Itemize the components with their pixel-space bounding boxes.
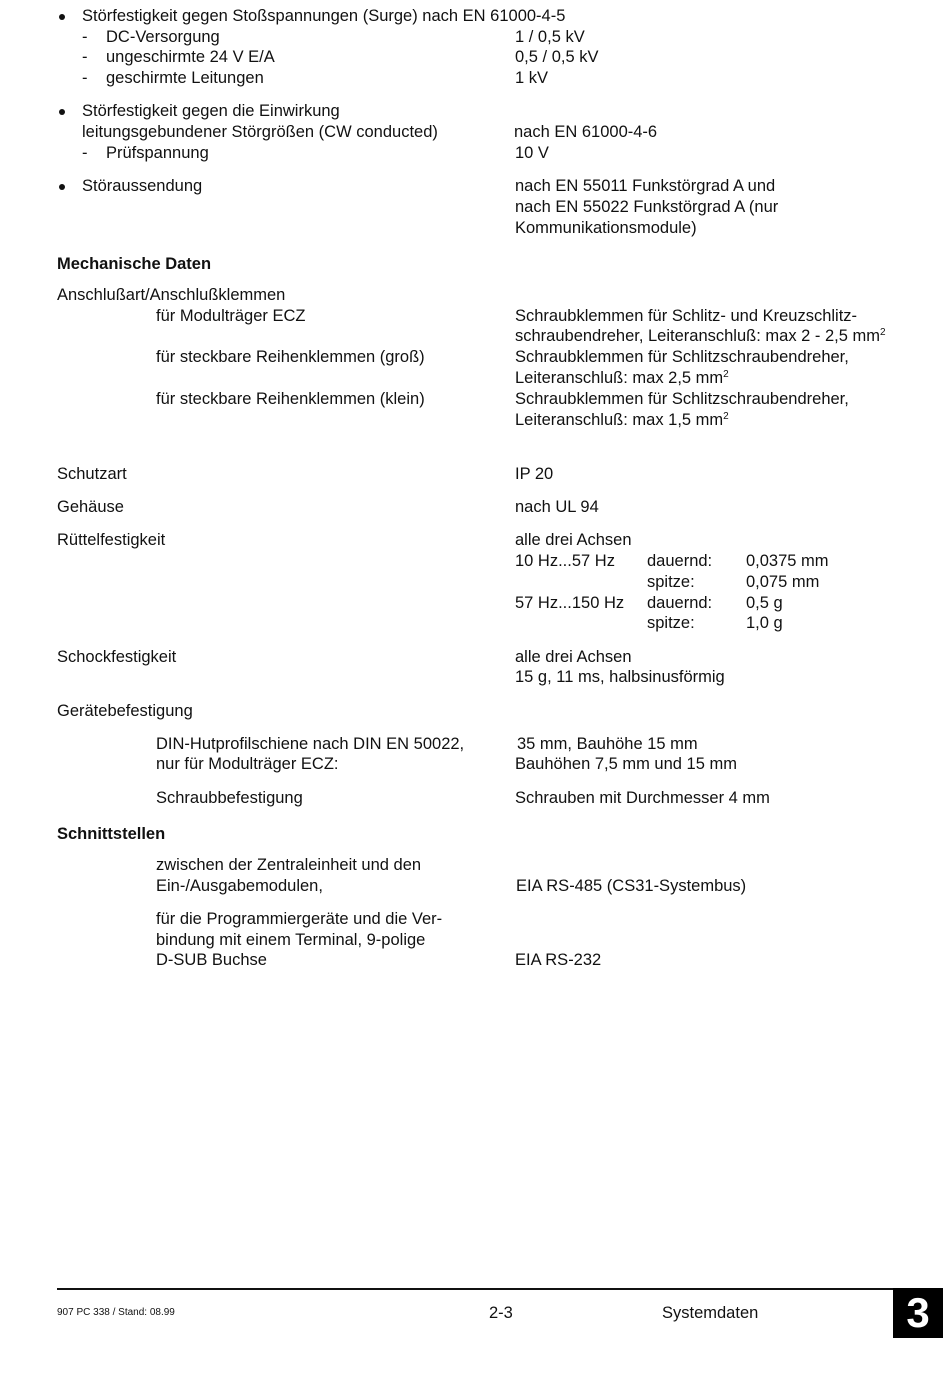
emission-value1: nach EN 55011 Funkstörgrad A und: [515, 177, 776, 195]
shock-axes: alle drei Achsen: [515, 648, 632, 666]
superscript: 2: [723, 411, 729, 422]
large-terminal-label: für steckbare Reihenklemmen (groß): [156, 348, 425, 366]
pg-label2: bindung mit einem Terminal, 9-polige: [156, 931, 426, 949]
footer-doc-id: 907 PC 338 / Stand: 08.99: [57, 1307, 175, 1318]
vibration-continuous-label: dauernd:: [647, 552, 713, 570]
bullet-icon: [59, 184, 65, 190]
din-value1: 35 mm, Bauhöhe 15 mm: [517, 735, 698, 753]
ecz-value1: Schraubklemmen für Schlitz- und Kreuzschlitz-: [515, 307, 858, 325]
shock-value: 15 g, 11 ms, halbsinusförmig: [515, 668, 725, 686]
protection-label: Schutzart: [57, 465, 127, 483]
dash: -: [82, 28, 88, 46]
pg-label3: D-SUB Buchse: [156, 951, 267, 969]
pg-value: EIA RS-232: [515, 951, 602, 969]
cw-test-value: 10 V: [515, 144, 549, 162]
surge-shielded-value: 1 kV: [515, 69, 549, 87]
housing-label: Gehäuse: [57, 498, 124, 516]
din-label1: DIN-Hutprofilschiene nach DIN EN 50022,: [156, 735, 465, 753]
surge-dc-value: 1 / 0,5 kV: [515, 28, 585, 46]
bullet-icon: [59, 14, 65, 20]
emission-value2: nach EN 55022 Funkstörgrad A (nur: [515, 198, 779, 216]
vibration-label: Rüttelfestigkeit: [57, 531, 166, 549]
shock-label: Schockfestigkeit: [57, 648, 177, 666]
vibration-peak-label: spitze:: [647, 614, 695, 632]
screw-label: Schraubbefestigung: [156, 789, 303, 807]
surge-shielded-label: geschirmte Leitungen: [106, 69, 264, 87]
vibration-range1: 10 Hz...57 Hz: [515, 552, 615, 570]
footer-rule: [57, 1288, 893, 1290]
dash: -: [82, 69, 88, 87]
emission-value3: Kommunikationsmodule): [515, 219, 697, 237]
superscript: 2: [723, 369, 729, 380]
vibration-range1-continuous: 0,0375 mm: [746, 552, 829, 570]
dash: -: [82, 144, 88, 162]
vibration-range1-peak: 0,075 mm: [746, 573, 820, 591]
footer-page-number: 2-3: [489, 1304, 513, 1322]
superscript: 2: [880, 327, 886, 338]
section-heading-mechanical: Mechanische Daten: [57, 255, 212, 273]
din-label2: nur für Modulträger ECZ:: [156, 755, 339, 773]
housing-value: nach UL 94: [515, 498, 599, 516]
io-label1: zwischen der Zentraleinheit und den: [156, 856, 422, 874]
pg-label1: für die Programmiergeräte und die Ver-: [156, 910, 443, 928]
large-terminal-value1: Schraubklemmen für Schlitzschraubendreher,: [515, 348, 849, 366]
mounting-label: Gerätebefestigung: [57, 702, 193, 720]
vibration-range2-peak: 1,0 g: [746, 614, 783, 632]
vibration-range2: 57 Hz...150 Hz: [515, 594, 625, 612]
cw-line1: Störfestigkeit gegen die Einwirkung: [82, 102, 340, 120]
small-terminal-value2: Leiteranschluß: max 1,5 $mm^2$: [515, 411, 729, 429]
small-terminal-label: für steckbare Reihenklemmen (klein): [156, 390, 425, 408]
vibration-continuous-label: dauernd:: [647, 594, 713, 612]
chapter-tab: 3: [893, 1288, 943, 1338]
bullet-icon: [59, 109, 65, 115]
io-value: EIA RS-485 (CS31-Systembus): [516, 877, 747, 895]
section-heading-interfaces: Schnittstellen: [57, 825, 166, 843]
surge-unshielded-label: ungeschirmte 24 V E/A: [106, 48, 275, 66]
terminals-label: Anschlußart/Anschlußklemmen: [57, 286, 286, 304]
surge-dc-label: DC-Versorgung: [106, 28, 220, 46]
ecz-value2: schraubendreher, Leiteranschluß: max 2 - 2,5 $mm^2$: [515, 327, 886, 345]
io-label2: Ein-/Ausgabemodulen,: [156, 877, 323, 895]
surge-unshielded-value: 0,5 / 0,5 kV: [515, 48, 599, 66]
footer-section: Systemdaten: [662, 1304, 759, 1322]
vibration-range2-continuous: 0,5 g: [746, 594, 783, 612]
protection-value: IP 20: [515, 465, 554, 483]
emission-label: Störaussendung: [82, 177, 203, 195]
dash: -: [82, 48, 88, 66]
large-terminal-value2: Leiteranschluß: max 2,5 $mm^2$: [515, 369, 729, 387]
screw-value: Schrauben mit Durchmesser 4 mm: [515, 789, 770, 807]
surge-title: Störfestigkeit gegen Stoßspannungen (Surge) nach EN 61000-4-5: [82, 7, 566, 25]
cw-standard: nach EN 61000-4-6: [514, 123, 658, 141]
small-terminal-value1: Schraubklemmen für Schlitzschraubendreher,: [515, 390, 849, 408]
cw-line2: leitungsgebundener Störgrößen (CW conducted): [82, 123, 438, 141]
ecz-label: für Modulträger ECZ: [156, 307, 306, 325]
din-value2: Bauhöhen 7,5 mm und 15 mm: [515, 755, 737, 773]
vibration-peak-label: spitze:: [647, 573, 695, 591]
vibration-axes: alle drei Achsen: [515, 531, 632, 549]
cw-test-label: Prüfspannung: [106, 144, 209, 162]
